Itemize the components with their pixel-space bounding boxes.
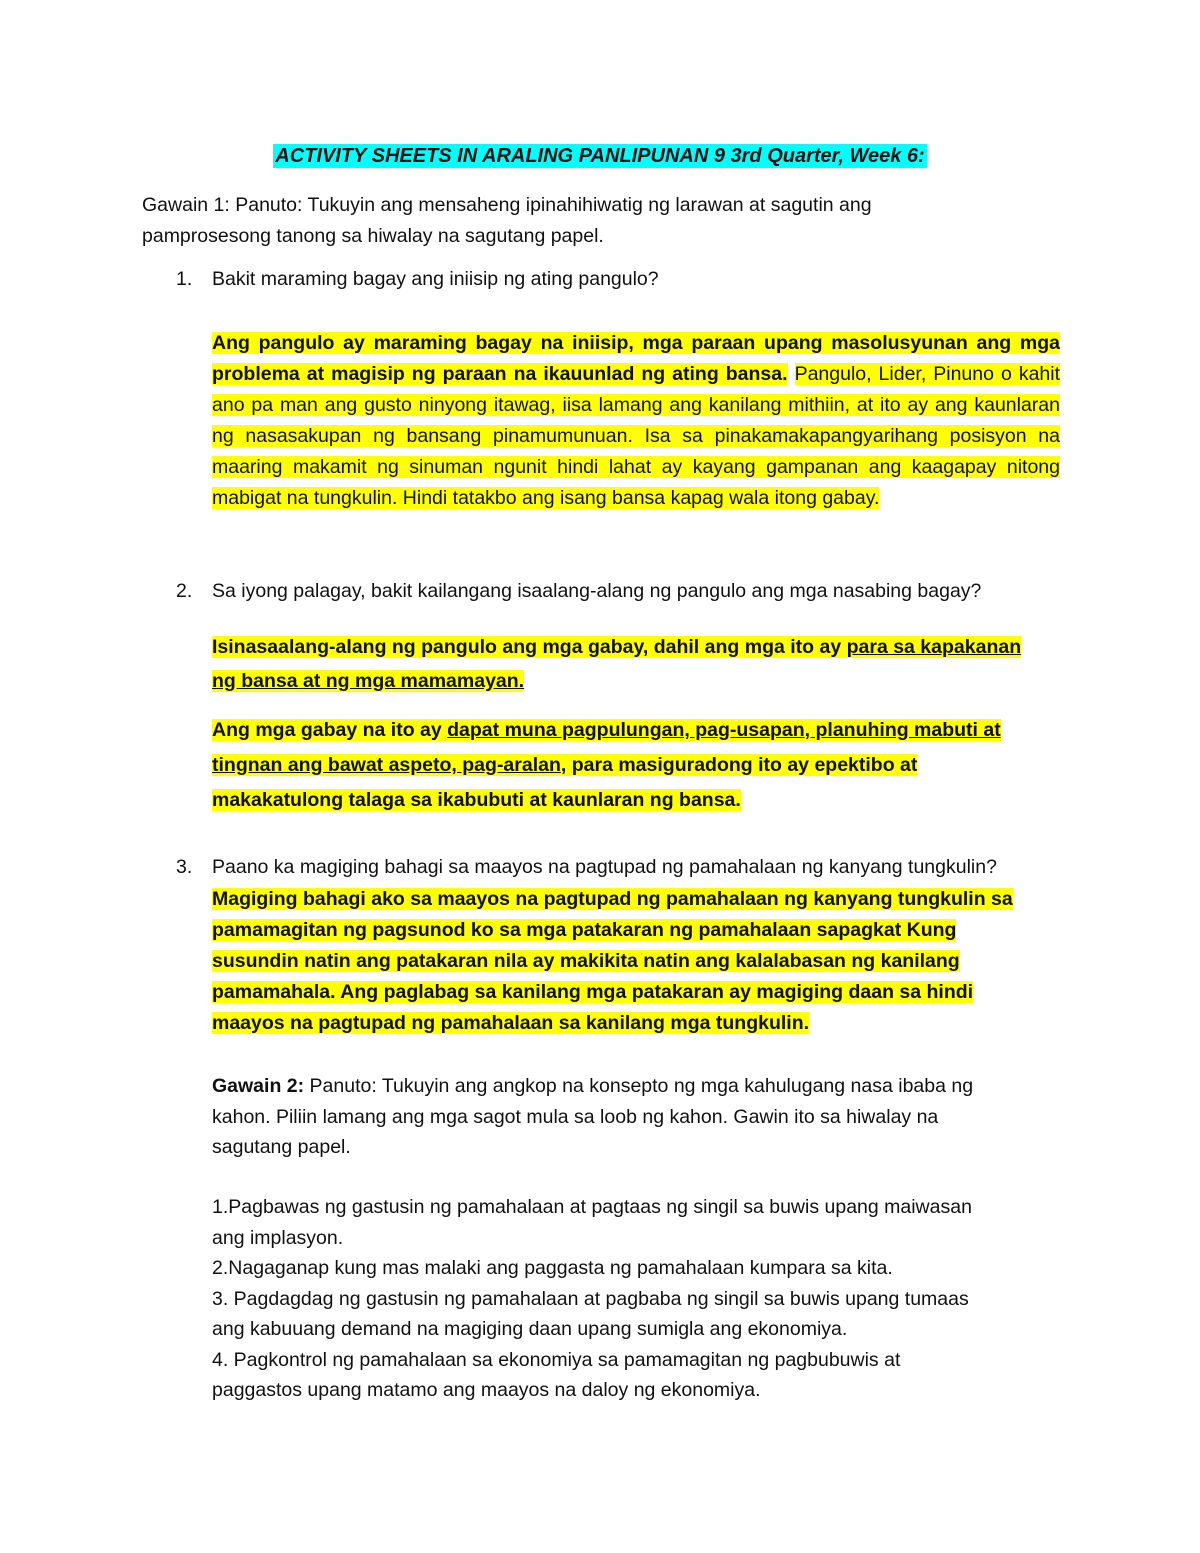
gawain2-item-line: 3. Pagdagdag ng gastusin ng pamahalaan at pagbaba ng singil sa buwis upang tumaas	[212, 1287, 969, 1310]
title-text: ACTIVITY SHEETS IN ARALING PANLIPUNAN 9 3rd Quarter, Week 6:	[275, 145, 925, 167]
q3-answer-line: maayos na pagtupad ng pamahalaan sa kanilang mga tungkulin.	[212, 1012, 810, 1034]
gawain2-item-line: 2.Nagaganap kung mas malaki ang paggasta ng pamahalaan kumpara sa kita.	[212, 1257, 893, 1279]
q1-number: 1.	[176, 268, 193, 290]
q1-answer	[212, 328, 1060, 514]
gawain2-items	[212, 1192, 1062, 1406]
gawain2-item-line: ang implasyon.	[212, 1226, 344, 1249]
q2-answer-underlined: ng bansa at ng mga mamamayan.	[212, 670, 525, 692]
q3-answer-line: pamamahala. Ang paglabag sa kanilang mga patakaran ay magiging daan sa hindi	[212, 981, 974, 1003]
gawain2-item-line: ang kabuuang demand na magiging daan upang sumigla ang ekonomiya.	[212, 1318, 848, 1340]
q3-answer-line: pamamagitan ng pagsunod ko sa mga patakaran ng pamahalaan sapagkat Kung	[212, 919, 957, 941]
gawain2-item-line: paggastos upang matamo ang maayos na daloy ng ekonomiya.	[212, 1379, 761, 1401]
gawain1-instruction-line: pamprosesong tanong sa hiwalay na sagutang papel.	[142, 225, 604, 247]
q2-answer-2	[212, 713, 1060, 818]
q2-answer-text: , para masiguradong ito ay epektibo at	[560, 754, 918, 776]
q2-answer-text: Ang mga gabay na ito ay	[212, 719, 448, 741]
gawain1-instruction	[142, 190, 1062, 252]
q3-answer	[212, 884, 1060, 1039]
q3-answer-line: susundin natin ang patakaran nila ay makikita natin ang kalalabasan ng kanilang	[212, 950, 960, 972]
q1-answer-normal: Pangulo, Lider, Pinuno o kahit ano pa man ang gusto ninyong itawag, iisa lamang ang kanilang mithiin, at ito ay ang kaunlaran ng nasasakupan ng bansang pinamumunuan. Isa sa pinakamakapangyarihang posisyon na maaring makamit ng sinuman ngunit hindi lahat ay kayang gampanan ang kaagapay nitong mabigat na tungkulin. Hindi tatakbo ang isang bansa kapag wala itong gabay.	[212, 363, 1061, 509]
q2-number: 2.	[176, 580, 193, 602]
gawain2-item-line: 4. Pagkontrol ng pamahalaan sa ekonomiya sa pamamagitan ng pagbubuwis at	[212, 1348, 901, 1371]
gawain2-instruction-line: kahon. Piliin lamang ang mga sagot mula sa loob ng kahon. Gawin ito sa hiwalay na	[212, 1105, 939, 1128]
q3-number: 3.	[176, 856, 193, 878]
q2-answer-underlined: tingnan ang bawat aspeto, pag-aralan	[212, 754, 561, 776]
q2-question: Sa iyong palagay, bakit kailangang isaalang-alang ng pangulo ang mga nasabing bagay?	[212, 580, 982, 602]
gawain2-item-line: 1.Pagbawas ng gastusin ng pamahalaan at pagtaas ng singil sa buwis upang maiwasan	[212, 1196, 972, 1218]
q3-question: Paano ka magiging bahagi sa maayos na pagtupad ng pamahalaan ng kanyang tungkulin?	[212, 856, 997, 878]
gawain2-label: Gawain 2:	[212, 1075, 305, 1097]
gawain2-instruction-line: Panuto: Tukuyin ang angkop na konsepto ng mga kahulugang nasa ibaba ng	[304, 1075, 974, 1097]
q2-answer-text: Isinasaalang-alang ng pangulo ang mga gabay, dahil ang mga ito ay	[212, 636, 847, 658]
q2-answer-1	[212, 630, 1060, 698]
gawain2-instruction	[212, 1071, 1062, 1163]
q1-answer-bold: Ang pangulo ay maraming bagay na iniisip, mga paraan upang masolusyunan ang mga problema at magisip ng paraan na ikauunlad ng ating bansa.	[212, 332, 1060, 385]
q2-answer-text: makakatulong talaga sa ikabubuti at kaunlaran ng bansa.	[212, 789, 741, 811]
q3-answer-line: Magiging bahagi ako sa maayos na pagtupad ng pamahalaan ng kanyang tungkulin sa	[212, 888, 1013, 910]
gawain1-instruction-line: Gawain 1: Panuto: Tukuyin ang mensaheng ipinahihiwatig ng larawan at sagutin ang	[142, 194, 872, 216]
page-title	[0, 145, 1200, 168]
q1-question: Bakit maraming bagay ang iniisip ng ating pangulo?	[212, 268, 659, 290]
gawain2-instruction-line: sagutang papel.	[212, 1136, 351, 1158]
q2-answer-underlined: para sa kapakanan	[846, 636, 1022, 658]
q2-answer-underlined: dapat muna pagpulungan, pag-usapan, planuhing mabuti at	[447, 719, 1001, 741]
